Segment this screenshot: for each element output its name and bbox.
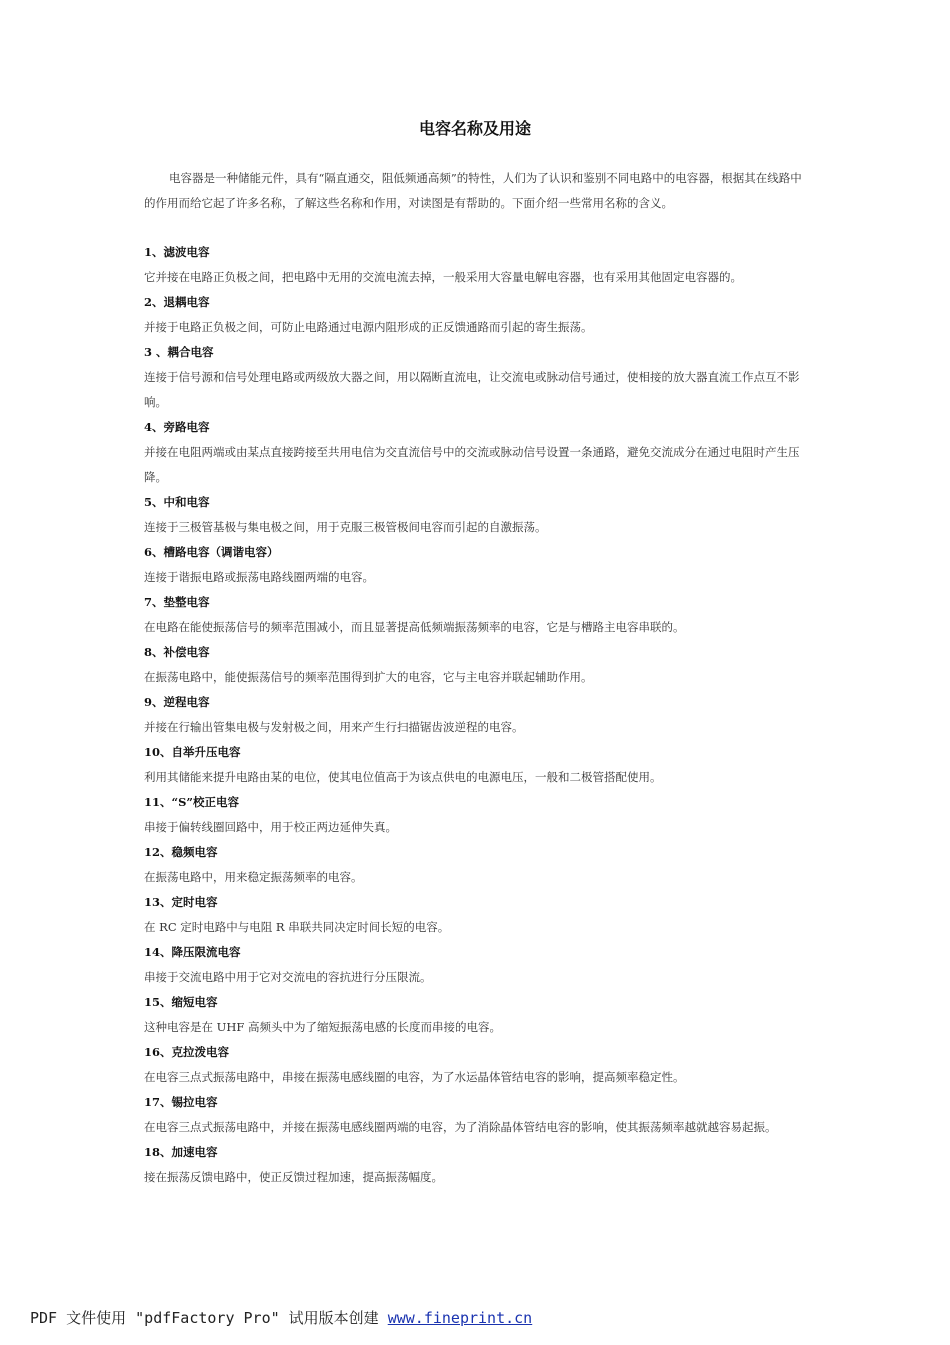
item-description: 并接在行输出管集电极与发射极之间，用来产生行扫描锯齿波逆程的电容。 <box>144 720 524 734</box>
item-title: 10、自举升压电容 <box>144 745 241 759</box>
pdf-footer <box>30 1307 532 1328</box>
item-description: 并接于电路正负极之间，可防止电路通过电源内阻形成的正反馈通路而引起的寄生振荡。 <box>144 320 593 334</box>
item-title: 9、逆程电容 <box>144 695 210 709</box>
item-title: 13、定时电容 <box>144 895 218 909</box>
item-description: 在电容三点式振荡电路中，串接在振荡电感线圈的电容，为了水运晶体管结电容的影响，提高频率稳定性。 <box>144 1070 685 1084</box>
item-description: 连接于信号源和信号处理电路或两级放大器之间，用以隔断直流电，让交流电或脉动信号通过，使相接的放大器直流工作点互不影响。 <box>144 370 800 409</box>
item-description: 并接在电阻两端或由某点直接跨接至共用电信为交直流信号中的交流或脉动信号设置一条通路，避免交流成分在通过电阻时产生压降。 <box>144 445 800 484</box>
item-title: 15、缩短电容 <box>144 995 218 1009</box>
item-description: 在振荡电路中，能使振荡信号的频率范围得到扩大的电容，它与主电容并联起辅助作用。 <box>144 670 593 684</box>
item-title: 7、垫整电容 <box>144 595 210 609</box>
item-title: 6、槽路电容（调谐电容） <box>144 545 279 559</box>
item-title: 5、中和电容 <box>144 495 210 509</box>
item-title: 4、旁路电容 <box>144 420 210 434</box>
item-description: 在电容三点式振荡电路中，并接在振荡电感线圈两端的电容，为了消除晶体管结电容的影响，使其振荡频率越就越容易起振。 <box>144 1120 777 1134</box>
item-description: 这种电容是在 UHF 高频头中为了缩短振荡电感的长度而串接的电容。 <box>144 1020 502 1034</box>
item-description: 连接于三极管基极与集电极之间，用于克服三极管极间电容而引起的自激振荡。 <box>144 520 547 534</box>
item-description: 利用其储能来提升电路由某的电位，使其电位值高于为该点供电的电源电压，一般和二极管搭配使用。 <box>144 770 662 784</box>
item-title: 17、锡拉电容 <box>144 1095 218 1109</box>
footer-link[interactable]: www.fineprint.cn <box>387 1309 533 1327</box>
item-description: 接在振荡反馈电路中，使正反馈过程加速，提高振荡幅度。 <box>144 1170 443 1184</box>
item-title: 18、加速电容 <box>144 1145 218 1159</box>
item-title: 16、克拉泼电容 <box>144 1045 230 1059</box>
item-description: 在 RC 定时电路中与电阻 R 串联共同决定时间长短的电容。 <box>144 920 450 934</box>
item-description: 它并接在电路正负极之间，把电路中无用的交流电流去掉，一般采用大容量电解电容器，也有采用其他固定电容器的。 <box>144 270 742 284</box>
item-title: 8、补偿电容 <box>144 645 210 659</box>
capacitor-list <box>144 240 808 1190</box>
item-description: 串接于偏转线圈回路中，用于校正两边延伸失真。 <box>144 820 397 834</box>
page-title: 电容名称及用途 <box>418 119 531 138</box>
item-description: 在电路在能使振荡信号的频率范围减小，而且显著提高低频端振荡频率的电容，它是与槽路主电容串联的。 <box>144 620 685 634</box>
item-title: 14、降压限流电容 <box>144 945 241 959</box>
item-description: 连接于谐振电路或振荡电路线圈两端的电容。 <box>144 570 374 584</box>
item-title: 3 、耦合电容 <box>144 345 214 359</box>
footer-text: PDF 文件使用 "pdfFactory Pro" 试用版本创建 <box>30 1309 388 1327</box>
item-title: 12、稳频电容 <box>144 845 218 859</box>
item-title: 1、滤波电容 <box>144 245 210 259</box>
item-description: 串接于交流电路中用于它对交流电的容抗进行分压限流。 <box>144 970 432 984</box>
item-title: 2、退耦电容 <box>144 295 210 309</box>
item-title: 11、“S”校正电容 <box>144 795 240 809</box>
item-description: 在振荡电路中，用来稳定振荡频率的电容。 <box>144 870 363 884</box>
intro-paragraph: 电容器是一种储能元件，具有“隔直通交，阻低频通高频”的特性，人们为了认识和鉴别不同电路中的电容器，根据其在线路中的作用而给它起了许多名称，了解这些名称和作用，对读图是有帮助的。下面介绍一些常用名称的含义。 <box>144 171 802 210</box>
